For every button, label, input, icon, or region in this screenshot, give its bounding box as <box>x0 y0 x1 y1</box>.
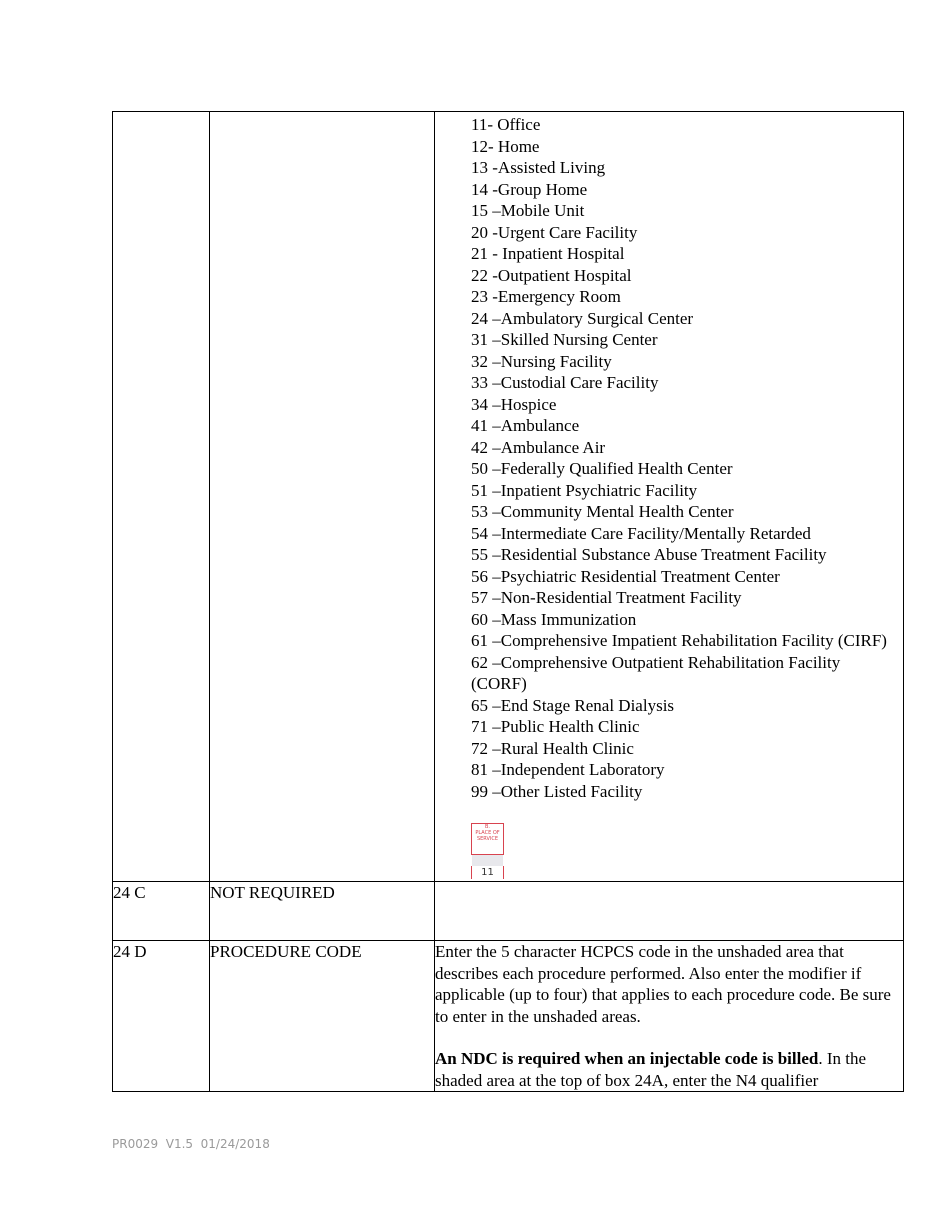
place-of-service-item: 23 -Emergency Room <box>471 287 621 306</box>
place-of-service-item: 24 –Ambulatory Surgical Center <box>471 308 694 328</box>
place-of-service-item: 54 –Intermediate Care Facility/Mentally Retarded <box>471 523 811 543</box>
form-box-label <box>471 823 504 855</box>
ndc-requirement: An NDC is required when an injectable code is billed <box>435 1049 819 1068</box>
ndc-instruction: . In the shaded area at the top of box 24A, enter the N4 qualifier <box>435 1049 867 1090</box>
place-of-service-list <box>435 112 903 881</box>
field-description <box>435 941 904 1092</box>
place-of-service-item: 15 –Mobile Unit <box>471 201 585 220</box>
place-of-service-item: 56 –Psychiatric Residential Treatment Center <box>471 566 780 586</box>
place-of-service-item: 13 -Assisted Living <box>471 158 606 177</box>
description-cell <box>435 112 904 882</box>
place-of-service-item: 61 –Comprehensive Impatient Rehabilitation Facility (CIRF) <box>471 631 887 650</box>
place-of-service-item: 12- Home <box>471 136 540 156</box>
form-box-letter: B. <box>484 824 491 830</box>
place-of-service-item: 14 -Group Home <box>471 179 588 199</box>
form-box-value: 11 <box>471 866 504 879</box>
field-name: NOT REQUIRED <box>210 882 435 941</box>
place-of-service-item: 32 –Nursing Facility <box>471 351 612 371</box>
place-of-service-item: 34 –Hospice <box>471 394 557 414</box>
box-number: 24 C <box>113 882 210 941</box>
field-name: PROCEDURE CODE <box>210 941 435 1092</box>
field-cell <box>210 112 435 882</box>
place-of-service-item: 42 –Ambulance Air <box>471 437 606 457</box>
field-description <box>435 882 904 941</box>
ndc-paragraph <box>435 1048 903 1091</box>
document-footer: PR0029 V1.5 01/24/2018 <box>112 1137 270 1151</box>
place-of-service-item: 81 –Independent Laboratory <box>471 760 665 779</box>
place-of-service-item: 60 –Mass Immunization <box>471 609 637 629</box>
place-of-service-item: 57 –Non-Residential Treatment Facility <box>471 588 742 607</box>
place-of-service-item: 50 –Federally Qualified Health Center <box>471 459 733 478</box>
form-box-label-line1: PLACE OF <box>475 830 500 836</box>
table-row <box>113 112 904 882</box>
form-box-label-line2: SERVICE <box>476 836 499 842</box>
box-cell <box>113 112 210 882</box>
place-of-service-item: 55 –Residential Substance Abuse Treatment Facility <box>471 545 827 564</box>
table-row <box>113 941 904 1092</box>
procedure-code-paragraph: Enter the 5 character HCPCS code in the unshaded area that describes each procedure performed. Also enter the modifier if applicable (up to four) that applies to each procedure code. Be sure to enter in the unshaded areas. <box>435 942 891 1026</box>
place-of-service-item: 11- Office <box>471 115 541 134</box>
instructions-table <box>112 111 904 1092</box>
place-of-service-item: 71 –Public Health Clinic <box>471 717 640 736</box>
place-of-service-item: 31 –Skilled Nursing Center <box>471 330 658 349</box>
place-of-service-item: 99 –Other Listed Facility <box>471 781 643 801</box>
place-of-service-item: 53 –Community Mental Health Center <box>471 502 734 521</box>
table-row <box>113 882 904 941</box>
place-of-service-form-figure <box>471 823 504 881</box>
place-of-service-item: 51 –Inpatient Psychiatric Facility <box>471 480 698 500</box>
place-of-service-item: 62 –Comprehensive Outpatient Rehabilitation Facility (CORF) <box>471 652 841 693</box>
place-of-service-item: 20 -Urgent Care Facility <box>471 222 638 242</box>
place-of-service-item: 41 –Ambulance <box>471 416 580 435</box>
form-shaded-area <box>472 855 503 866</box>
place-of-service-item: 22 -Outpatient Hospital <box>471 265 632 285</box>
place-of-service-item: 33 –Custodial Care Facility <box>471 373 659 392</box>
place-of-service-item: 21 - Inpatient Hospital <box>471 244 625 263</box>
box-number: 24 D <box>113 941 210 1092</box>
place-of-service-item: 72 –Rural Health Clinic <box>471 738 634 758</box>
place-of-service-item: 65 –End Stage Renal Dialysis <box>471 695 675 715</box>
